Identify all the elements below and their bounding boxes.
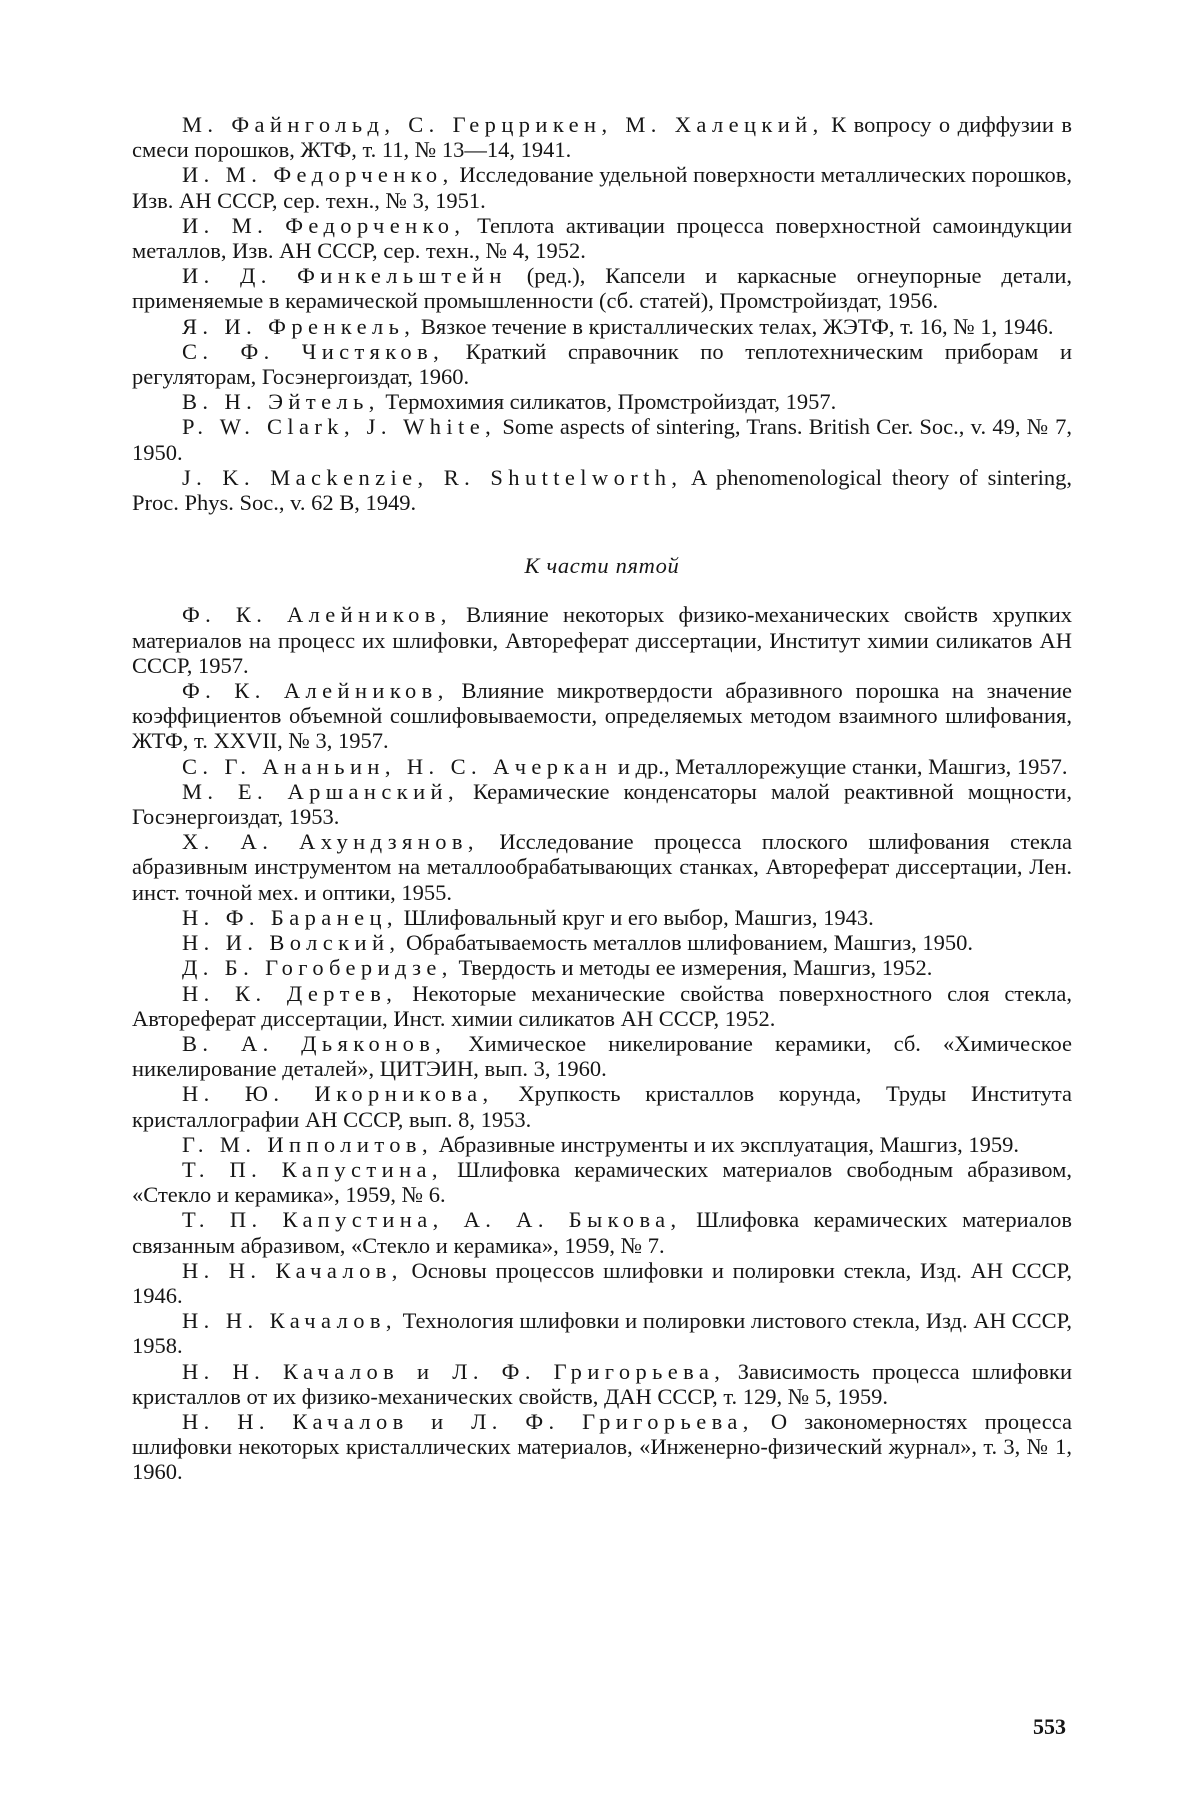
reference-entry <box>132 162 1072 212</box>
reference-entry <box>132 602 1072 678</box>
reference-author: И. Д. Финкельштейн <box>182 263 507 288</box>
reference-author: Д. Б. Гогоберидзе, <box>182 955 453 980</box>
reference-author: М. Е. Аршанский, <box>182 779 459 804</box>
reference-text: Абразивные инструменты и их эксплуатация, Машгиз, 1959. <box>433 1132 1019 1157</box>
reference-author: Н. И. Волский, <box>182 930 400 955</box>
reference-entry <box>132 1207 1072 1257</box>
reference-entry <box>132 389 1072 414</box>
reference-text: Влияние микротвердости абразивного порошка на значение коэффициентов объемной сошлифовываемости, определяемых методом взаимного шлифования, ЖТФ, т. XXVII, № 3, 1957. <box>132 678 1072 753</box>
reference-author: Г. М. Ипполитов, <box>182 1132 433 1157</box>
reference-text: A phenomenological theory of sintering, Proc. Phys. Soc., v. 62 B, 1949. <box>132 465 1072 515</box>
reference-text: Шлифовальный круг и его выбор, Машгиз, 1943. <box>398 905 874 930</box>
reference-entry <box>132 981 1072 1031</box>
reference-entry <box>132 829 1072 905</box>
reference-text: Химическое никелирование керамики, сб. «Химическое никелирование деталей», ЦИТЭИН, вып. 3, 1960. <box>132 1031 1072 1081</box>
reference-text: (ред.), Капсели и каркасные огнеупорные детали, применяемые в керамической промышленности (сб. статей), Промстройиздат, 1956. <box>132 263 1072 313</box>
reference-text: Теплота активации процесса поверхностной самоиндукции металлов, Изв. АН СССР, сер. техн., № 4, 1952. <box>132 213 1072 263</box>
reference-entry <box>132 314 1072 339</box>
reference-text: Твердость и методы ее измерения, Машгиз, 1952. <box>453 955 933 980</box>
reference-entry <box>132 465 1072 515</box>
reference-author: С. Г. Ананьин, Н. С. Ачеркан <box>182 754 612 779</box>
reference-entry <box>132 1409 1072 1485</box>
reference-entry <box>132 1081 1072 1131</box>
reference-author: В. Н. Эйтель, <box>182 389 380 414</box>
reference-text: и др., Металлорежущие станки, Машгиз, 1957. <box>612 754 1067 779</box>
reference-entry <box>132 930 1072 955</box>
reference-text: Шлифовка керамических материалов свободным абразивом, «Стекло и керамика», 1959, № 6. <box>132 1157 1072 1207</box>
reference-text: Хрупкость кристаллов корунда, Труды Института кристаллографии АН СССР, вып. 8, 1953. <box>132 1081 1072 1131</box>
reference-author: И. М. Федорченко, <box>182 162 454 187</box>
reference-author: J. K. Mackenzie, R. Shuttelworth, <box>182 465 682 490</box>
reference-text: Вязкое течение в кристаллических телах, ЖЭТФ, т. 16, № 1, 1946. <box>415 314 1053 339</box>
reference-entry <box>132 263 1072 313</box>
reference-text: Обрабатываемость металлов шлифованием, Машгиз, 1950. <box>400 930 973 955</box>
reference-author: Н. Н. Качалов, <box>182 1258 403 1283</box>
reference-author: P. W. Clark, J. White, <box>182 414 496 439</box>
reference-text: Керамические конденсаторы малой реактивной мощности, Госэнергоиздат, 1953. <box>132 779 1072 829</box>
reference-text: Зависимость процесса шлифовки кристаллов от их физико-механических свойств, ДАН СССР, т. 129, № 5, 1959. <box>132 1359 1072 1409</box>
reference-entry <box>132 1359 1072 1409</box>
reference-text: Краткий справочник по теплотехническим приборам и регуляторам, Госэнергоиздат, 1960. <box>132 339 1072 389</box>
references-top <box>132 112 1072 515</box>
reference-text: Термохимия силикатов, Промстройиздат, 1957. <box>380 389 836 414</box>
reference-author: Ф. К. Алейников, <box>182 678 449 703</box>
reference-entry <box>132 779 1072 829</box>
reference-entry <box>132 905 1072 930</box>
reference-author: В. А. Дьяконов, <box>182 1031 446 1056</box>
reference-author: Ф. К. Алейников, <box>182 602 452 627</box>
reference-author: Н. Н. Качалов и Л. Ф. Григорьева, <box>182 1359 725 1384</box>
references-bottom <box>132 602 1072 1484</box>
reference-entry <box>132 213 1072 263</box>
reference-text: Исследование процесса плоского шлифования стекла абразивным инструментом на металлообрабатывающих станках, Автореферат диссертации, Лен. инст. точной мех. и оптики, 1955. <box>132 829 1072 904</box>
reference-entry <box>132 955 1072 980</box>
reference-author: С. Ф. Чистяков, <box>182 339 444 364</box>
reference-author: Я. И. Френкель, <box>182 314 415 339</box>
reference-entry <box>132 1258 1072 1308</box>
reference-text: Основы процессов шлифовки и полировки стекла, Изд. АН СССР, 1946. <box>132 1258 1072 1308</box>
reference-entry <box>132 1308 1072 1358</box>
reference-entry <box>132 1132 1072 1157</box>
reference-entry <box>132 678 1072 754</box>
reference-entry <box>132 112 1072 162</box>
reference-text: Некоторые механические свойства поверхностного слоя стекла, Автореферат диссертации, Инст. химии силикатов АН СССР, 1952. <box>132 981 1072 1031</box>
reference-text: Исследование удельной поверхности металлических порошков, Изв. АН СССР, сер. техн., № 3, 1951. <box>132 162 1072 212</box>
reference-text: Влияние некоторых физико-механических свойств хрупких материалов на процесс их шлифовки, Автореферат диссертации, Институт химии силикатов АН СССР, 1957. <box>132 602 1072 677</box>
reference-author: Н. Ю. Икорникова, <box>182 1081 494 1106</box>
page-content <box>132 112 1072 1485</box>
reference-author: Т. П. Капустина, А. А. Быкова, <box>182 1207 682 1232</box>
reference-entry <box>132 339 1072 389</box>
reference-text: Some aspects of sintering, Trans. British Cer. Soc., v. 49, № 7, 1950. <box>132 414 1072 464</box>
reference-entry <box>132 414 1072 464</box>
page-number: 553 <box>1033 1714 1066 1740</box>
reference-author: Т. П. Капустина, <box>182 1157 443 1182</box>
reference-author: Н. Ф. Баранец, <box>182 905 398 930</box>
reference-entry <box>132 1157 1072 1207</box>
reference-entry <box>132 754 1072 779</box>
reference-author: Н. Н. Качалов и Л. Ф. Григорьева, <box>182 1409 754 1434</box>
reference-author: И. М. Федорченко, <box>182 213 465 238</box>
section-heading: К части пятой <box>132 553 1072 578</box>
reference-author: Х. А. Ахундзянов, <box>182 829 479 854</box>
reference-entry <box>132 1031 1072 1081</box>
reference-text: О закономерностях процесса шлифовки некоторых кристаллических материалов, «Инженерно-физический журнал», т. 3, № 1, 1960. <box>132 1409 1072 1484</box>
reference-author: М. Файнгольд, С. Герцрикен, М. Халецкий, <box>182 112 824 137</box>
reference-author: Н. Н. Качалов, <box>182 1308 397 1333</box>
reference-text: Технология шлифовки и полировки листового стекла, Изд. АН СССР, 1958. <box>132 1308 1072 1358</box>
reference-text: Шлифовка керамических материалов связанным абразивом, «Стекло и керамика», 1959, № 7. <box>132 1207 1072 1257</box>
reference-author: Н. К. Дертев, <box>182 981 397 1006</box>
reference-text: К вопросу о диффузии в смеси порошков, ЖТФ, т. 11, № 13—14, 1941. <box>132 112 1072 162</box>
